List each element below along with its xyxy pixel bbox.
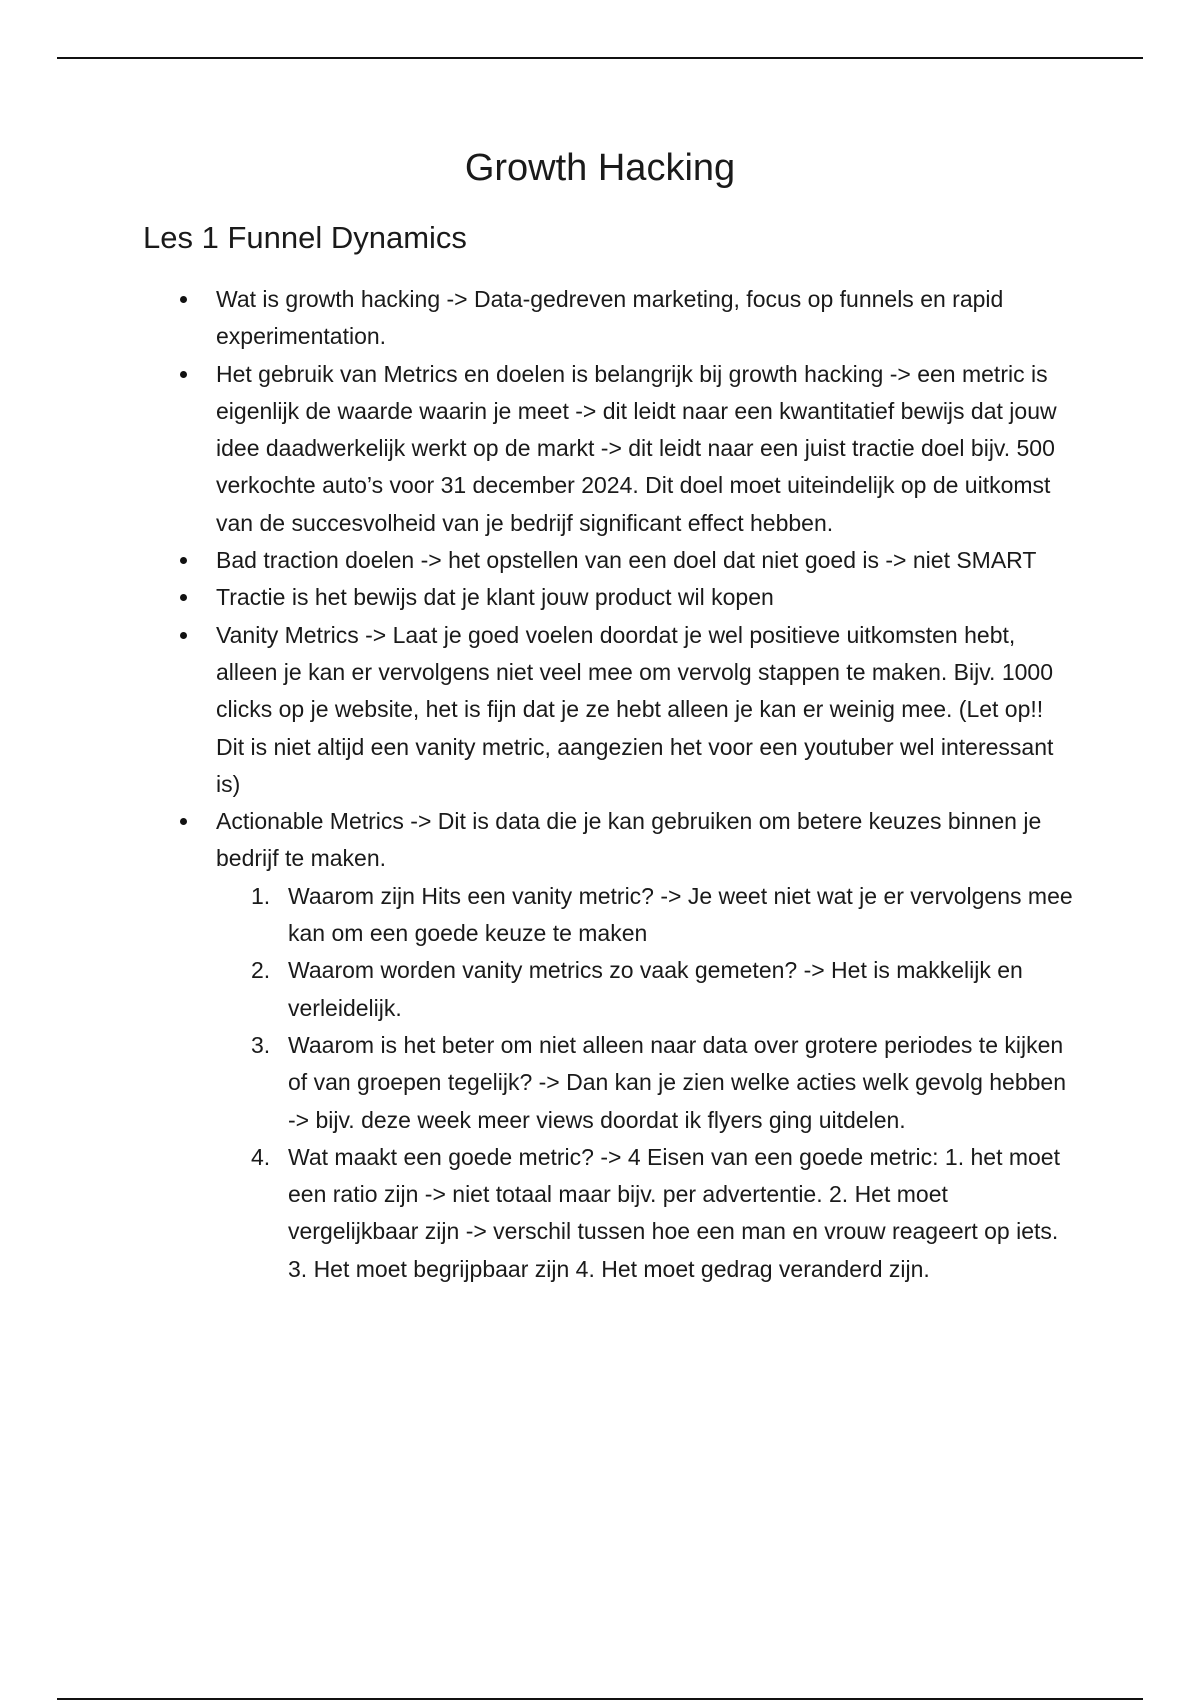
question-item: [251, 1027, 1073, 1139]
bullet-item-actionable-metrics: [216, 803, 1073, 1288]
question-number: 1.: [251, 882, 271, 909]
bullet-item: Het gebruik van Metrics en doelen is belangrijk bij growth hacking -> een metric is eigenlijk de waarde waarin je meet -> dit leidt naar een kwantitatief bewijs dat jouw idee daadwerkelijk werkt op de markt -> dit leidt naar een juist tractie doel bijv. 500 verkochte auto’s voor 31 december 2024. Dit doel moet uiteindelijk op de uitkomst van de succesvolheid van je bedrijf significant effect hebben.: [216, 356, 1073, 542]
bullet-item: Bad traction doelen -> het opstellen van een doel dat niet goed is -> niet SMART: [216, 542, 1073, 579]
question-number: 4.: [251, 1143, 271, 1170]
question-number: 3.: [251, 1031, 271, 1058]
question-item: [251, 878, 1073, 953]
bullet-item: Tractie is het bewijs dat je klant jouw product wil kopen: [216, 579, 1073, 616]
section-heading: Les 1 Funnel Dynamics: [143, 220, 467, 255]
bullet-list: [143, 281, 1073, 1288]
question-text: Wat maakt een goede metric? -> 4 Eisen van een goede metric: 1. het moet een ratio zijn -> niet totaal maar bijv. per advertentie. 2. Het moet vergelijkbaar zijn -> verschil tussen hoe een man en vrouw reageert op iets. 3. Het moet begrijpbaar zijn 4. Het moet gedrag veranderd zijn.: [288, 1143, 1060, 1282]
question-item: [251, 952, 1073, 1027]
question-text: Waarom is het beter om niet alleen naar data over grotere periodes te kijken of van groepen tegelijk? -> Dan kan je zien welke acties welk gevolg hebben -> bijv. deze week meer views doordat ik flyers ging uitdelen.: [288, 1031, 1067, 1133]
question-item: [251, 1139, 1073, 1288]
bullet-item: Vanity Metrics -> Laat je goed voelen doordat je wel positieve uitkomsten hebt, alleen je kan er vervolgens niet veel mee om vervolg stappen te maken. Bijv. 1000 clicks op je website, het is fijn dat je ze hebt alleen je kan er weinig mee. (Let op!! Dit is niet altijd een vanity metric, aangezien het voor een youtuber wel interessant is): [216, 617, 1073, 803]
numbered-question-list: [216, 878, 1073, 1288]
question-text: Waarom worden vanity metrics zo vaak gemeten? -> Het is makkelijk en verleidelijk.: [288, 957, 1023, 1021]
bullet-item-text: Actionable Metrics -> Dit is data die je kan gebruiken om betere keuzes binnen je bedrijf te maken.: [216, 808, 1042, 872]
page-title: Growth Hacking: [464, 147, 736, 189]
question-text: Waarom zijn Hits een vanity metric? -> Je weet niet wat je er vervolgens mee kan om een goede keuze te maken: [288, 882, 1073, 947]
header-rule: [57, 57, 1143, 59]
question-number: 2.: [251, 957, 271, 984]
document-body: [143, 281, 1073, 1288]
bullet-item: Wat is growth hacking -> Data-gedreven marketing, focus op funnels en rapid experimentation.: [216, 281, 1073, 356]
